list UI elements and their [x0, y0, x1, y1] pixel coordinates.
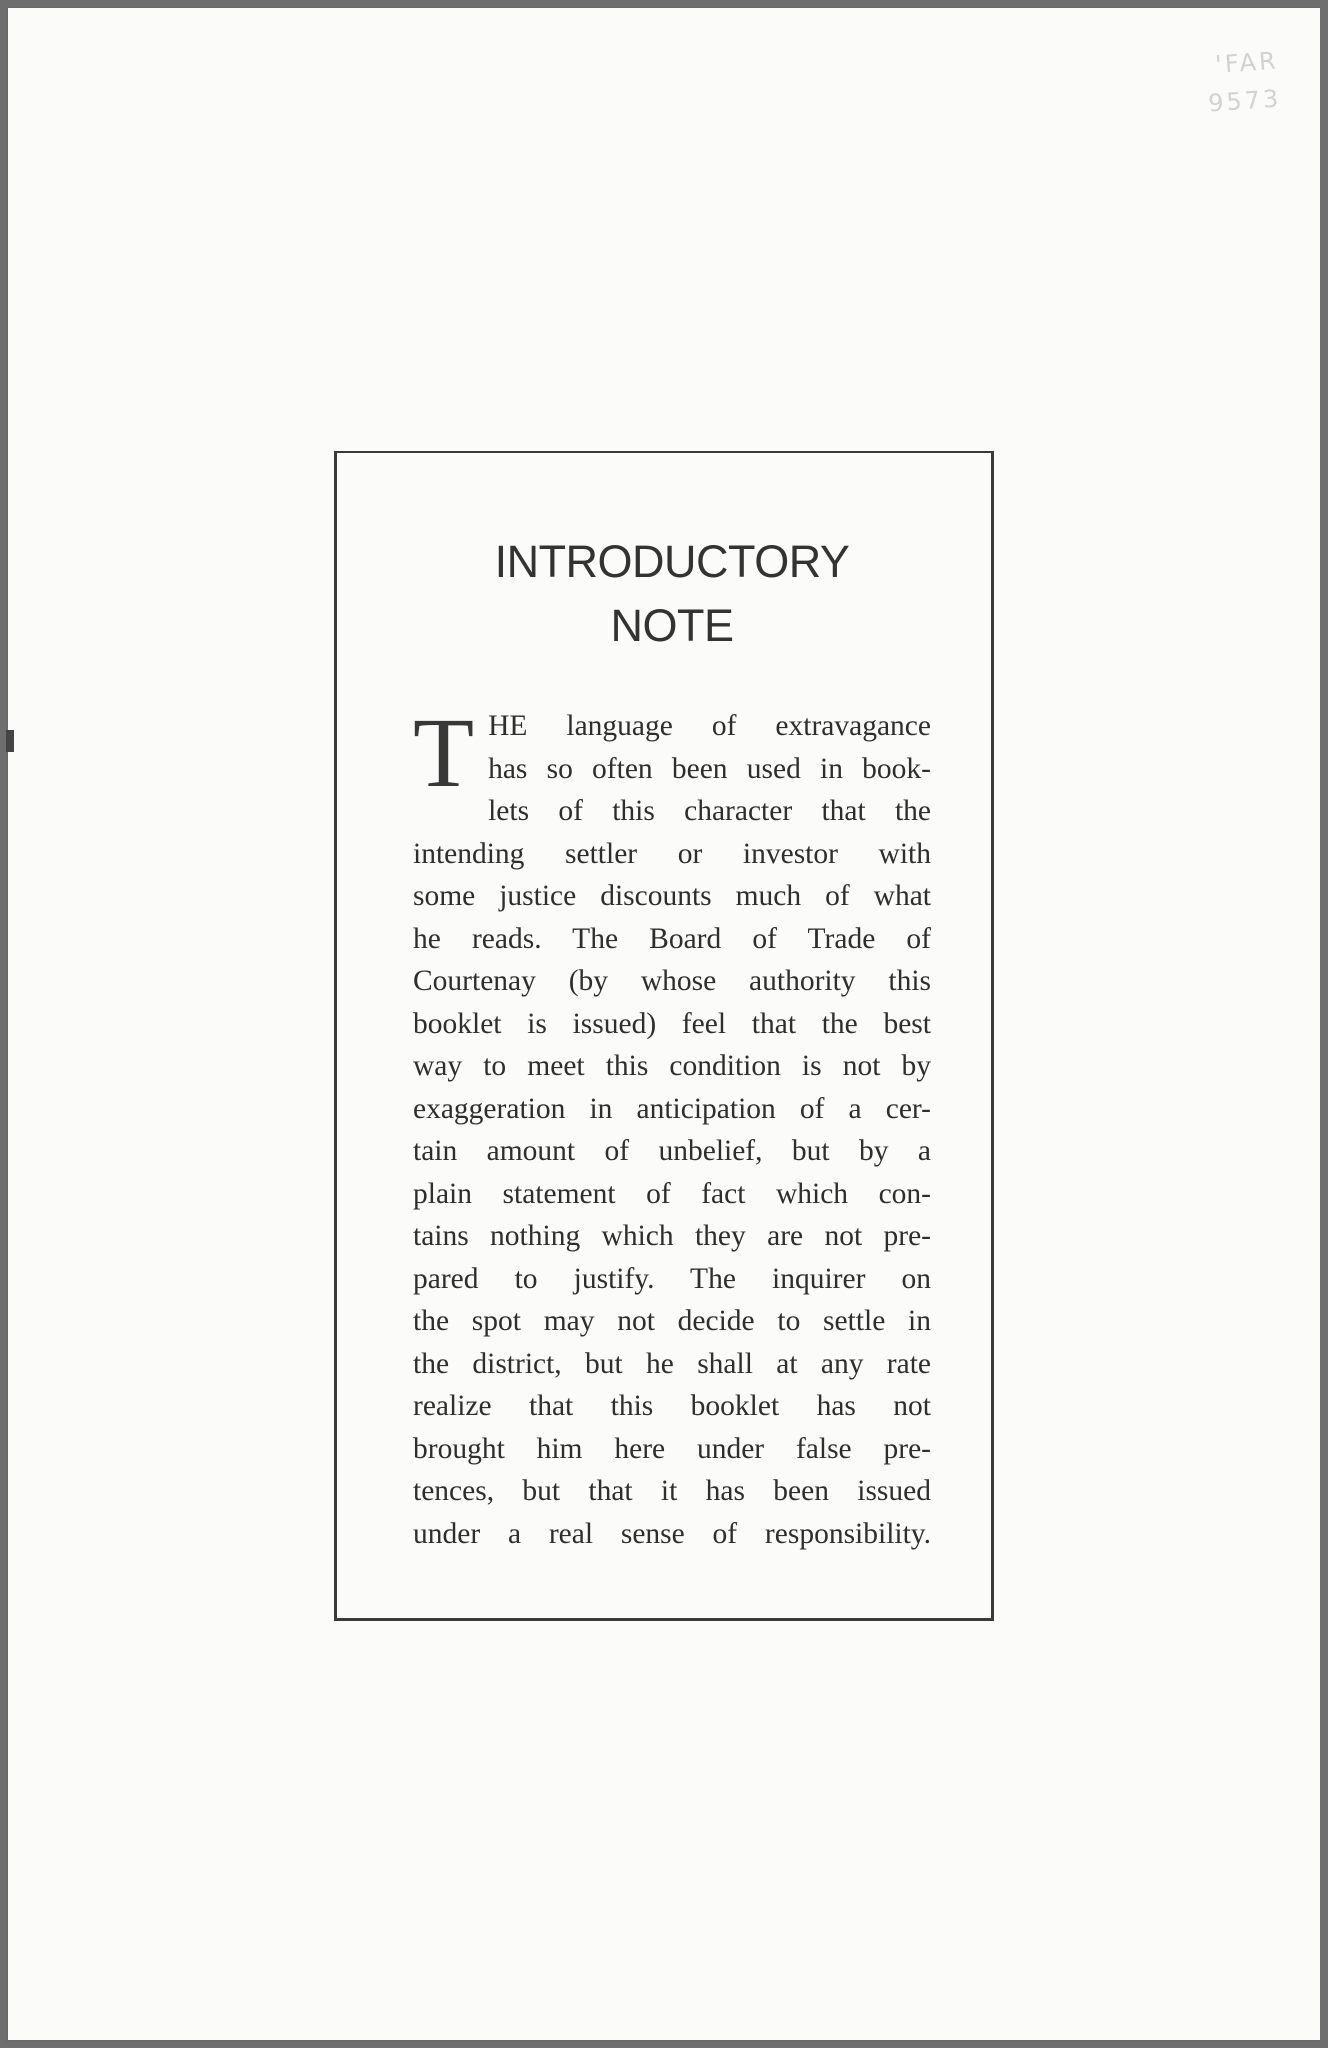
note-title-line: INTRODUCTORY [494, 536, 850, 587]
margin-mark [6, 730, 14, 752]
note-body [413, 697, 931, 1555]
body-line: brought him here under false pre- [413, 1432, 931, 1465]
note-title-line: NOTE [610, 600, 734, 651]
body-line: exaggeration in anticipation of a cer- [413, 1092, 931, 1125]
note-frame [334, 451, 994, 1621]
scan-edge-top [0, 0, 1328, 7]
body-line: under a real sense of responsibility. [413, 1517, 931, 1550]
body-line: lets of this character that the [488, 795, 931, 827]
body-line: he reads. The Board of Trade of [413, 922, 931, 955]
body-line: HE language of extravagance [488, 710, 931, 742]
body-line: the spot may not decide to settle in [413, 1305, 931, 1337]
body-line: the district, but he shall at any rate [413, 1347, 931, 1380]
body-line: Courtenay (by whose authority this [413, 965, 931, 997]
note-content [413, 530, 931, 1555]
body-line: pared to justify. The inquirer on [413, 1262, 931, 1295]
body-line: tains nothing which they are not pre- [413, 1220, 931, 1252]
body-line: intending settler or investor with [413, 837, 931, 870]
pencil-annotation-line: 'FAR [1214, 46, 1280, 79]
pencil-annotation [1148, 42, 1283, 127]
body-line: some justice discounts much of what [413, 880, 931, 912]
pencil-annotation-line: 9573 [1207, 84, 1283, 118]
scan-edge-right [1320, 0, 1328, 2048]
drop-cap: T [413, 697, 475, 808]
scan-edge-bottom [0, 2042, 1328, 2048]
scan-edge-left [0, 0, 6, 2048]
body-line: realize that this booklet has not [413, 1390, 931, 1422]
body-line: way to meet this condition is not by [413, 1050, 931, 1082]
body-line: has so often been used in book- [488, 752, 931, 785]
body-line: tain amount of unbelief, but by a [413, 1135, 931, 1167]
note-title [413, 530, 931, 658]
body-line: tences, but that it has been issued [413, 1475, 931, 1507]
body-line: booklet is issued) feel that the best [413, 1007, 931, 1040]
body-line: plain statement of fact which con- [413, 1177, 931, 1210]
